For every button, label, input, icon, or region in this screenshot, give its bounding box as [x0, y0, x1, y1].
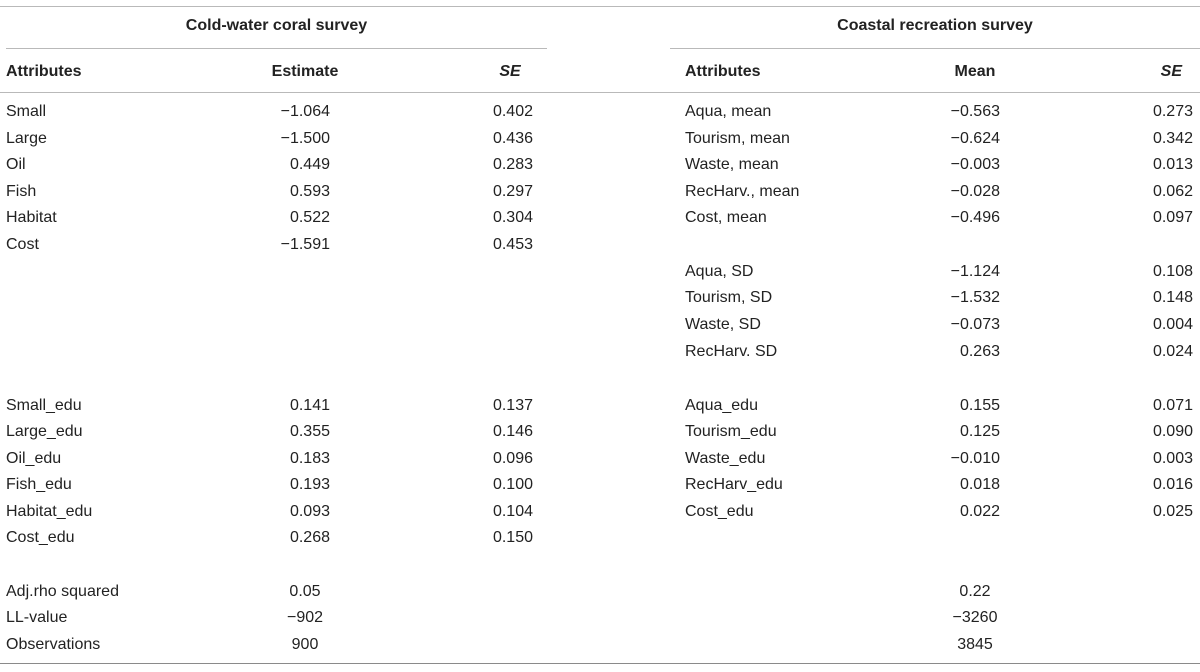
stat-value: 0.05 — [289, 583, 321, 600]
table-cell-se: 0.283 — [492, 156, 533, 173]
table-cell-estimate: −1.591 — [280, 236, 330, 253]
table-cell-attribute: Habitat_edu — [6, 503, 93, 520]
table-cell-se: 0.146 — [492, 423, 533, 440]
table-cell-se: 0.273 — [1152, 103, 1193, 120]
table-cell-se: 0.150 — [492, 529, 533, 546]
table-cell-attribute: Small — [6, 103, 47, 120]
left-title-rule — [6, 48, 547, 49]
table-cell-se: 0.137 — [492, 397, 533, 414]
table-cell-attribute: Small_edu — [6, 397, 82, 414]
table-cell-attribute: Large — [6, 130, 47, 147]
table-cell-se: 0.108 — [1152, 263, 1193, 280]
table-cell-attribute: Oil — [6, 156, 26, 173]
table-cell-estimate: −1.500 — [280, 130, 330, 147]
table-cell-se: 0.090 — [1152, 423, 1193, 440]
table-cell-attribute: Waste, SD — [685, 316, 761, 333]
table-cell-estimate: 0.193 — [289, 476, 330, 493]
table-cell-attribute: Fish — [6, 183, 37, 200]
table-cell-estimate: −1.064 — [280, 103, 330, 120]
right-header-attributes: Attributes — [685, 63, 761, 80]
table-cell-se: 0.100 — [492, 476, 533, 493]
table-cell-se: 0.003 — [1152, 450, 1193, 467]
table-cell-attribute: Waste_edu — [685, 450, 766, 467]
table-cell-se: 0.342 — [1152, 130, 1193, 147]
table-cell-se: 0.016 — [1152, 476, 1193, 493]
table-cell-attribute: RecHarv., mean — [685, 183, 800, 200]
table-cell-se: 0.297 — [492, 183, 533, 200]
table-cell-se: 0.304 — [492, 209, 533, 226]
table-cell-attribute: Cost_edu — [6, 529, 75, 546]
table-cell-attribute: Cost — [6, 236, 39, 253]
table-cell-se: 0.013 — [1152, 156, 1193, 173]
table-cell-mean: 0.155 — [959, 397, 1000, 414]
stat-value: −3260 — [952, 609, 998, 626]
stat-value: −902 — [286, 609, 324, 626]
table-cell-mean: −0.624 — [950, 130, 1000, 147]
table-cell-estimate: 0.093 — [289, 503, 330, 520]
table-cell-attribute: RecHarv_edu — [685, 476, 783, 493]
table-cell-estimate: 0.268 — [289, 529, 330, 546]
table-cell-mean: 0.263 — [959, 343, 1000, 360]
table-cell-mean: 0.018 — [959, 476, 1000, 493]
header-rule — [0, 92, 1200, 93]
table-cell-attribute: RecHarv. SD — [685, 343, 778, 360]
table-cell-mean: −1.532 — [950, 289, 1000, 306]
table-cell-se: 0.148 — [1152, 289, 1193, 306]
table-cell-attribute: Waste, mean — [685, 156, 779, 173]
table-cell-se: 0.025 — [1152, 503, 1193, 520]
table-cell-se: 0.436 — [492, 130, 533, 147]
table-cell-attribute: Large_edu — [6, 423, 83, 440]
table-cell-estimate: 0.593 — [289, 183, 330, 200]
table-cell-se: 0.097 — [1152, 209, 1193, 226]
table-cell-mean: −0.010 — [950, 450, 1000, 467]
stat-label: LL-value — [6, 609, 68, 626]
stat-label: Observations — [6, 636, 101, 653]
table-cell-estimate: 0.355 — [289, 423, 330, 440]
table-cell-se: 0.104 — [492, 503, 533, 520]
stat-label: Adj.rho squared — [6, 583, 119, 600]
table-cell-se: 0.004 — [1152, 316, 1193, 333]
table-cell-attribute: Tourism_edu — [685, 423, 777, 440]
table-cell-se: 0.402 — [492, 103, 533, 120]
stat-value: 0.22 — [959, 583, 991, 600]
bottom-rule — [0, 663, 1200, 664]
table-cell-attribute: Aqua_edu — [685, 397, 758, 414]
right-header-se: SE — [1160, 63, 1182, 80]
table-cell-mean: −0.028 — [950, 183, 1000, 200]
right-title-rule — [670, 48, 1200, 49]
left-header-se: SE — [499, 63, 521, 80]
table-cell-estimate: 0.522 — [289, 209, 330, 226]
table-cell-estimate: 0.141 — [289, 397, 330, 414]
table-cell-attribute: Aqua, mean — [685, 103, 772, 120]
stat-value: 900 — [291, 636, 319, 653]
table-cell-attribute: Cost_edu — [685, 503, 754, 520]
table-cell-estimate: 0.183 — [289, 450, 330, 467]
table-cell-attribute: Aqua, SD — [685, 263, 754, 280]
table-cell-attribute: Oil_edu — [6, 450, 62, 467]
table-cell-mean: −0.003 — [950, 156, 1000, 173]
table-cell-se: 0.071 — [1152, 397, 1193, 414]
table-cell-se: 0.062 — [1152, 183, 1193, 200]
table-cell-attribute: Cost, mean — [685, 209, 767, 226]
table-cell-attribute: Tourism, SD — [685, 289, 773, 306]
table-cell-mean: 0.022 — [959, 503, 1000, 520]
table-cell-mean: −0.073 — [950, 316, 1000, 333]
table-cell-mean: −1.124 — [950, 263, 1000, 280]
table-cell-se: 0.096 — [492, 450, 533, 467]
right-group-title: Coastal recreation survey — [837, 17, 1033, 34]
right-header-mean: Mean — [954, 63, 996, 80]
top-rule — [0, 6, 1200, 7]
table-cell-mean: −0.563 — [950, 103, 1000, 120]
table-cell-attribute: Fish_edu — [6, 476, 72, 493]
table-cell-mean: −0.496 — [950, 209, 1000, 226]
left-header-attributes: Attributes — [6, 63, 82, 80]
table-cell-attribute: Tourism, mean — [685, 130, 790, 147]
left-header-estimate: Estimate — [271, 63, 339, 80]
table-cell-se: 0.024 — [1152, 343, 1193, 360]
table-cell-mean: 0.125 — [959, 423, 1000, 440]
table-cell-attribute: Habitat — [6, 209, 57, 226]
table-cell-se: 0.453 — [492, 236, 533, 253]
table-cell-estimate: 0.449 — [289, 156, 330, 173]
stat-value: 3845 — [957, 636, 993, 653]
left-group-title: Cold-water coral survey — [185, 17, 368, 34]
